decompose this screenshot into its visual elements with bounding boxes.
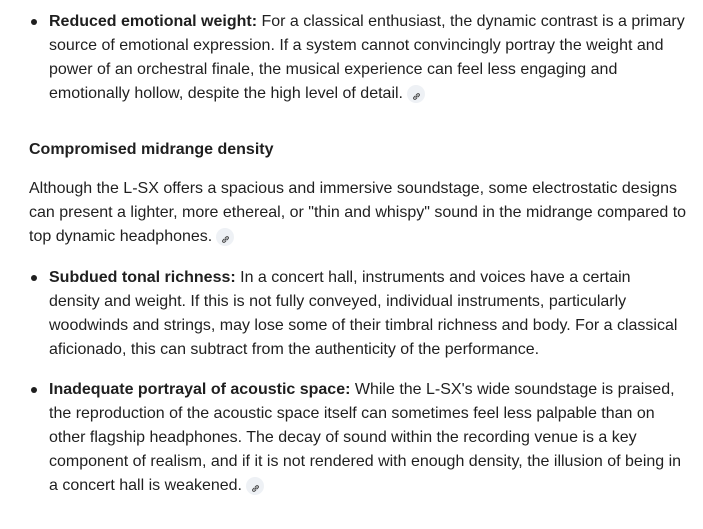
list-item xyxy=(0,10,703,106)
body-paragraph xyxy=(29,177,689,249)
bullet-list xyxy=(0,266,703,498)
paragraph-text: Although the L-SX offers a spacious and immersive soundstage, some electrostatic designs can present a lighter, more ethereal, or "thin and whispy" sound in the midrange compared to top dynamic headphones. xyxy=(29,180,687,245)
bullet-text: While the L-SX's wide soundstage is praised, the reproduction of the acoustic space itself can sometimes feel less palpable than on other flagship headphones. The decay of sound within the recording venue is a key component of realism, and if it is not rendered with enough density, the illusion of being in a concert hall is weakened. xyxy=(49,381,682,494)
bullet-text: In a concert hall, instruments and voices have a certain density and weight. If this is not fully conveyed, individual instruments, particularly woodwinds and strings, may lose some of their timbral richness and body. For a classical aficionado, this can subtract from the authenticity of the performance. xyxy=(49,269,678,358)
citation-link-icon[interactable] xyxy=(246,477,264,495)
bullet-title: Subdued tonal richness: xyxy=(49,269,236,286)
bullet-text: For a classical enthusiast, the dynamic contrast is a primary source of emotional expression. If a system cannot convincingly portray the weight and power of an orchestral finale, the musical experience can feel less engaging and emotionally hollow, despite the high level of detail. xyxy=(49,13,685,102)
bullet-dot xyxy=(31,275,37,281)
section-heading: Compromised midrange density xyxy=(29,141,274,158)
citation-link-icon[interactable] xyxy=(216,228,234,246)
list-item xyxy=(0,378,703,498)
list-item xyxy=(0,266,703,362)
citation-link-icon[interactable] xyxy=(407,85,425,103)
bullet-dot xyxy=(31,387,37,393)
bullet-dot xyxy=(31,19,37,25)
bullet-title: Inadequate portrayal of acoustic space: xyxy=(49,381,351,398)
bullet-title: Reduced emotional weight: xyxy=(49,13,258,30)
bullet-list xyxy=(0,10,703,106)
